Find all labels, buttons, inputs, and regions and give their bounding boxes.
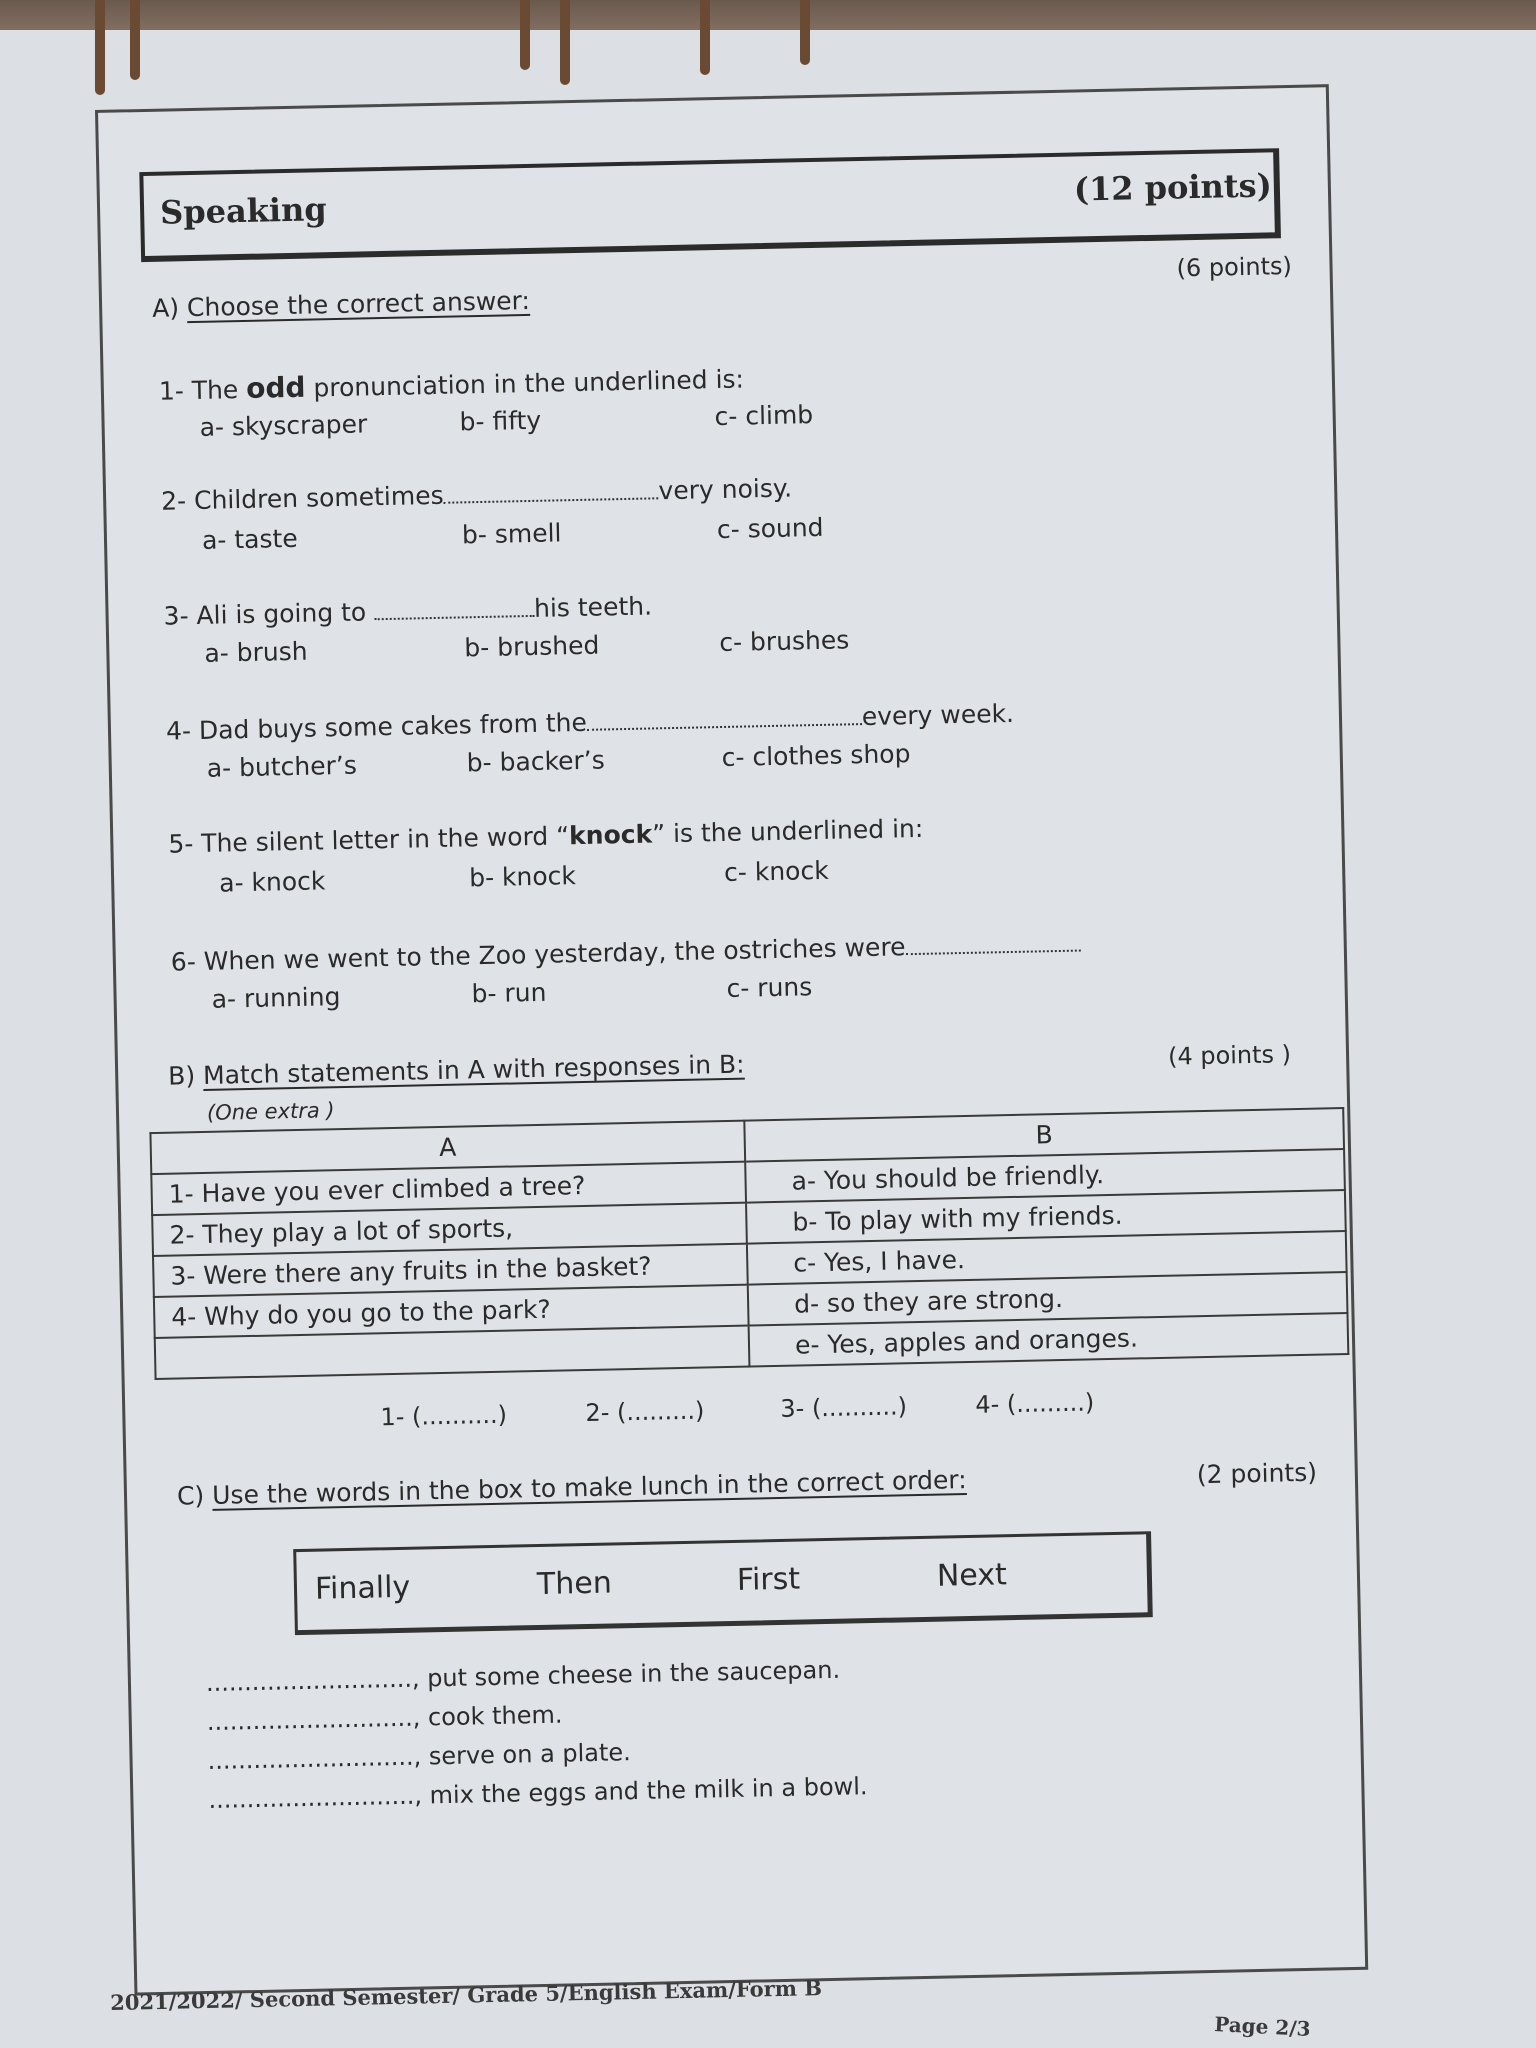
section-a-points: (6 points)	[1176, 251, 1293, 283]
order-line[interactable]: ..........................., put some cheese in the saucepan.	[205, 1655, 841, 1698]
option-c	[717, 513, 824, 544]
option-c	[714, 400, 813, 431]
option-a	[202, 524, 298, 555]
option-word: sound	[747, 512, 824, 544]
page-number: Page 2/3	[1213, 2012, 1312, 2042]
option-prefix: b-	[464, 632, 498, 663]
fringe-strand	[560, 0, 570, 85]
stem-text: 3- Ali is going to	[163, 597, 375, 631]
section-a-heading	[152, 286, 530, 323]
option-word: running	[243, 982, 341, 1014]
option-c	[719, 625, 850, 657]
option-prefix: c-	[714, 401, 746, 432]
footer-exam-info: 2021/2022/ Second Semester/ Grade 5/English Exam/Form B	[110, 1975, 823, 2015]
fringe-strand	[520, 0, 530, 70]
word-finally: Finally	[314, 1569, 411, 1607]
option-b	[462, 518, 562, 549]
response-cell: a- You should be friendly.	[745, 1149, 1345, 1203]
option-word: climb	[744, 400, 814, 431]
option-prefix: c-	[716, 514, 748, 545]
question-stem	[168, 814, 923, 859]
section-header-box	[139, 148, 1281, 262]
option-prefix: a-	[199, 412, 233, 442]
section-b-note: (One extra )	[206, 1098, 335, 1125]
option-word: knock	[754, 855, 829, 887]
statement-cell: 2- They play a lot of sports,	[152, 1203, 747, 1256]
option-b	[466, 745, 605, 777]
fringe-strand	[130, 0, 140, 80]
response-cell: c- Yes, I have.	[747, 1231, 1347, 1285]
response-cell: d- so they are strong.	[748, 1272, 1348, 1326]
option-a	[199, 409, 367, 442]
option-c	[726, 972, 812, 1003]
option-b	[464, 631, 600, 663]
question-stem	[161, 473, 792, 515]
answer-slot-2[interactable]: 2- (.........)	[585, 1396, 705, 1428]
option-word: clothes shop	[752, 739, 911, 772]
section-c-title: Use the words in the box to make lunch in the correct order:	[211, 1465, 967, 1510]
word-first: First	[736, 1561, 801, 1598]
stem-text: pronunciation in the underlined is:	[305, 364, 745, 403]
answer-blank	[374, 595, 534, 620]
option-prefix: b-	[459, 406, 493, 437]
stem-text: ” is the underlined in:	[651, 813, 924, 849]
word-then: Then	[536, 1565, 613, 1603]
fringe-strand	[700, 0, 710, 75]
stem-text: 4- Dad buys some cakes from the	[165, 707, 588, 746]
option-prefix: b-	[461, 519, 496, 550]
option-prefix: c-	[718, 627, 751, 658]
fringe-strand	[95, 0, 105, 95]
answer-blank	[905, 930, 1080, 956]
response-cell: e- Yes, apples and oranges.	[749, 1313, 1349, 1367]
question-stem	[159, 361, 745, 406]
option-word: taste	[234, 523, 298, 555]
option-c	[724, 856, 829, 887]
section-c-points: (2 points)	[1196, 1457, 1318, 1490]
option-a	[207, 751, 358, 783]
answer-slot-3[interactable]: 3- (..........)	[780, 1392, 908, 1423]
option-word: brushed	[496, 630, 600, 662]
option-c	[721, 739, 910, 772]
option-word: skyscraper	[231, 409, 368, 442]
section-c-prefix: C)	[176, 1481, 205, 1511]
section-a-prefix: A)	[151, 293, 180, 323]
matching-table	[149, 1107, 1349, 1380]
statement-cell: 1- Have you ever climbed a tree?	[151, 1162, 746, 1215]
option-word: fifty	[492, 405, 542, 436]
option-prefix: b-	[466, 747, 500, 778]
option-prefix: a-	[206, 753, 240, 783]
option-b	[471, 978, 546, 1009]
option-prefix: a-	[218, 867, 252, 898]
word-next: Next	[936, 1557, 1008, 1594]
option-prefix: c-	[726, 973, 758, 1003]
section-b-heading	[168, 1050, 745, 1091]
section-a-title: Choose the correct answer:	[186, 285, 531, 323]
stem-text: 6- When we went to the Zoo yesterday, the ostriches were	[170, 932, 906, 977]
option-word: smell	[494, 518, 562, 549]
statement-cell: 3- Were there any fruits in the basket?	[153, 1244, 748, 1297]
fringe-strand	[800, 0, 810, 65]
order-line[interactable]: ..........................., mix the eggs and the milk in a bowl.	[208, 1772, 868, 1814]
option-a	[204, 637, 308, 668]
section-b-points: (4 points )	[1167, 1040, 1292, 1071]
option-word: brushes	[749, 625, 850, 657]
option-b	[469, 861, 576, 892]
answer-blank	[587, 703, 862, 731]
stem-text: 1- The	[158, 374, 247, 406]
option-word: backer’s	[499, 745, 606, 777]
stem-bold: knock	[568, 819, 653, 851]
option-word: knock	[251, 866, 326, 897]
option-prefix: b-	[471, 978, 505, 1009]
answer-slot-1[interactable]: 1- (..........)	[380, 1400, 508, 1432]
option-prefix: b-	[468, 862, 503, 893]
stem-text: 5- The silent letter in the word “	[168, 821, 570, 859]
column-b-header: B	[744, 1108, 1344, 1162]
stem-text: every week.	[861, 698, 1015, 732]
section-b-prefix: B)	[167, 1061, 196, 1091]
section-c-heading	[177, 1465, 967, 1511]
order-line[interactable]: ..........................., serve on a plate.	[207, 1738, 632, 1776]
column-a-header: A	[150, 1121, 745, 1174]
option-a	[219, 866, 326, 897]
option-a	[211, 982, 340, 1014]
section-title: Speaking	[159, 190, 328, 232]
statement-cell: 4- Why do you go to the park?	[154, 1285, 749, 1338]
question-stem	[171, 929, 1081, 977]
option-b	[459, 406, 541, 437]
order-line[interactable]: ..........................., cook them.	[206, 1700, 563, 1737]
stem-text: his teeth.	[533, 591, 653, 623]
question-stem	[163, 591, 652, 630]
section-b-title: Match statements in A with responses in B:	[202, 1049, 745, 1090]
answer-slot-4[interactable]: 4- (.........)	[975, 1388, 1095, 1419]
stem-text: 2- Children sometimes	[160, 480, 444, 516]
total-points: (12 points)	[1073, 166, 1273, 209]
answer-blank	[443, 477, 658, 503]
option-word: butcher’s	[238, 750, 358, 783]
exam-sheet	[95, 84, 1368, 1995]
option-word: knock	[501, 861, 577, 892]
option-prefix: a-	[211, 984, 245, 1014]
response-cell: b- To play with my friends.	[746, 1190, 1346, 1244]
option-word: run	[504, 977, 547, 1008]
option-word: brush	[236, 636, 308, 668]
option-prefix: c-	[721, 742, 753, 773]
stem-text: very noisy.	[658, 473, 793, 506]
word-box	[293, 1531, 1153, 1635]
option-prefix: a-	[204, 638, 237, 668]
option-prefix: c-	[723, 857, 756, 887]
option-prefix: a-	[201, 525, 235, 555]
stem-bold: odd	[245, 370, 306, 405]
option-word: runs	[756, 972, 813, 1003]
